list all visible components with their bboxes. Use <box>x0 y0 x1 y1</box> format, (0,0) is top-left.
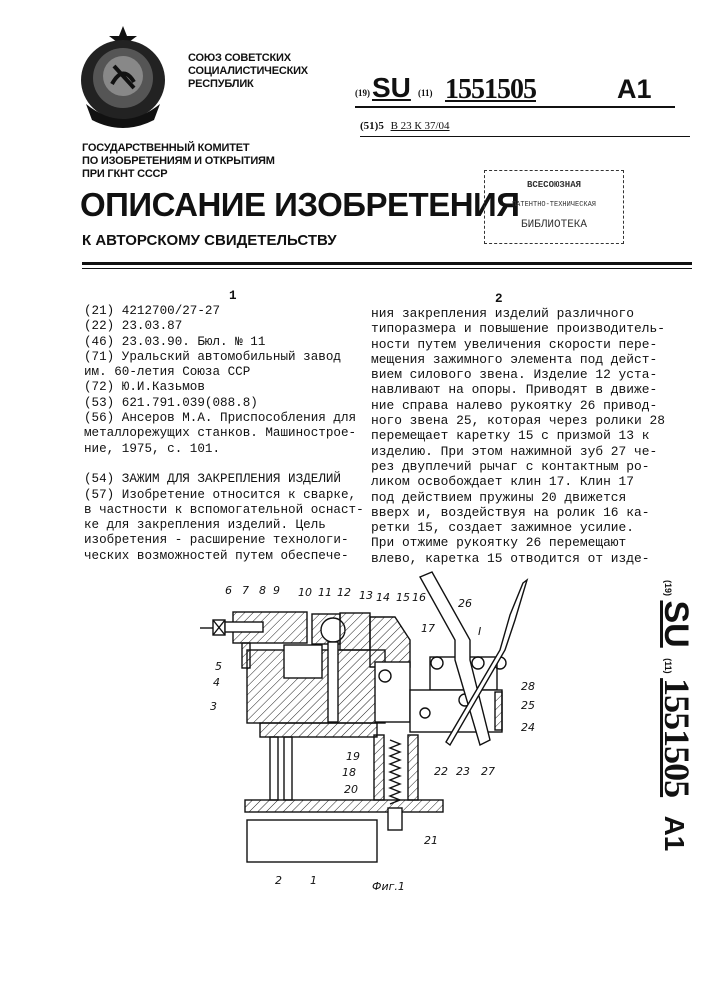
figure-label: 28 <box>521 680 535 693</box>
figure-label: 6 <box>225 584 232 597</box>
figure-label: I <box>478 625 481 638</box>
figure-label: 20 <box>344 783 358 796</box>
side-code-11: (11) <box>663 658 673 674</box>
text-line: влево, каретка 15 отводится от изде- <box>371 551 665 566</box>
figure-label: 4 <box>213 676 220 689</box>
stamp-line: БИБЛИОТЕКА <box>485 215 623 235</box>
figure-label: 2 <box>275 874 282 887</box>
text-line: (71) Уральский автомобильный завод <box>84 350 364 365</box>
side-patent-id <box>648 580 697 851</box>
text-line: мещения зажимного элемента под дейст- <box>371 352 665 367</box>
figure-label: 9 <box>273 584 280 597</box>
figure-label: 11 <box>318 586 332 599</box>
figure-label: 18 <box>342 766 356 779</box>
table-block <box>247 820 377 862</box>
column-left <box>270 737 278 800</box>
text-line: вверх и, воздействуя на ролик 16 ка- <box>371 505 665 520</box>
technical-drawing <box>195 570 535 870</box>
ipc-prefix: (51)5 <box>360 120 384 132</box>
figure-label: 13 <box>359 589 373 602</box>
figure-label: 21 <box>424 834 438 847</box>
text-line: (46) 23.03.90. Бюл. № 11 <box>84 335 364 350</box>
text-line: (53) 621.791.039(088.8) <box>84 396 364 411</box>
text-line: ке для закрепления изделий. Цель <box>84 518 364 533</box>
text-line: (56) Ансеров М.А. Приспособления для <box>84 411 364 426</box>
figure-label: 16 <box>412 591 426 604</box>
committee-line: ПРИ ГКНТ СССР <box>82 168 275 181</box>
divider <box>360 136 690 137</box>
text-line: (72) Ю.И.Казьмов <box>84 380 364 395</box>
divider <box>355 106 675 108</box>
text-line: изобретения - расширение технологи- <box>84 533 364 548</box>
tube-18 <box>374 735 384 800</box>
part-13 <box>340 613 370 650</box>
lower-plate <box>260 723 377 737</box>
nut-21 <box>388 808 402 830</box>
document-title: ОПИСАНИЕ ИЗОБРЕТЕНИЯ <box>80 186 519 224</box>
figure-label: 15 <box>396 591 410 604</box>
housing-16 <box>375 662 410 722</box>
figure-label: 23 <box>456 765 470 778</box>
rod <box>328 642 338 722</box>
code-19: (19) <box>355 88 370 98</box>
figure-label: 10 <box>298 586 312 599</box>
figure-label: 8 <box>259 584 266 597</box>
country-line: СОЮЗ СОВЕТСКИХ <box>188 52 308 65</box>
figure-label: 17 <box>421 622 435 635</box>
header-double-rule <box>82 268 692 269</box>
kind-code: A1 <box>617 74 652 105</box>
patent-id <box>355 72 675 106</box>
country-name <box>188 52 308 91</box>
document-subtitle: К АВТОРСКОМУ СВИДЕТЕЛЬСТВУ <box>82 232 337 250</box>
figure-caption: Фиг.1 <box>372 880 405 893</box>
text-line: (57) Изобретение относится к сварке, <box>84 488 364 503</box>
figure-label: 19 <box>346 750 360 763</box>
ussr-emblem <box>74 24 172 132</box>
spring-20 <box>390 740 400 804</box>
text-line: При отжиме рукоятку 26 перемещают <box>371 535 665 550</box>
country-line: СОЦИАЛИСТИЧЕСКИХ <box>188 65 308 78</box>
text-line: ного звена 25, которая через ролики 28 <box>371 413 665 428</box>
text-line: типоразмера и повышение производитель- <box>371 321 665 336</box>
ipc-classification <box>360 120 450 132</box>
country-code: SU <box>372 72 411 104</box>
bolt-shaft <box>225 622 263 632</box>
body-cavity <box>284 645 322 678</box>
text-line: ния закрепления изделий различного <box>371 306 665 321</box>
figure-label: 7 <box>242 584 249 597</box>
patent-number: 1551505 <box>445 74 536 106</box>
text-line: ческих возможностей путем обеспече- <box>84 549 364 564</box>
column-number-1: 1 <box>229 289 237 304</box>
stamp-line: ВСЕСОЮЗНАЯ <box>485 175 623 195</box>
text-line: рез двуплечий рычаг с контактным ро- <box>371 459 665 474</box>
text-line: перемещает каретку 15 с призмой 13 к <box>371 428 665 443</box>
tube-19 <box>408 735 418 800</box>
text-line: ности путем увеличения скорости пере- <box>371 337 665 352</box>
text-line: под действием пружины 20 движется <box>371 490 665 505</box>
text-line: им. 60-летия Союза ССР <box>84 365 364 380</box>
country-line: РЕСПУБЛИК <box>188 78 308 91</box>
committee-name <box>82 142 275 181</box>
column-number-2: 2 <box>495 292 503 307</box>
part-5 <box>242 643 250 668</box>
figure-label: 24 <box>521 721 535 734</box>
figure-label: 27 <box>481 765 495 778</box>
text-line: навливают на опоры. Приводят в движе- <box>371 382 665 397</box>
committee-line: ГОСУДАРСТВЕННЫЙ КОМИТЕТ <box>82 142 275 155</box>
figure-label: 1 <box>310 874 317 887</box>
text-line: ние, 1975, с. 101. <box>84 442 364 457</box>
column-right <box>284 737 292 800</box>
text-line: изделию. При этом нажимной зуб 27 че- <box>371 444 665 459</box>
bibliographic-column <box>84 304 364 564</box>
code-11: (11) <box>418 88 433 98</box>
text-line: вием силового звена. Изделие 12 уста- <box>371 367 665 382</box>
side-patent-number: 1551505 <box>657 678 697 797</box>
ipc-code: В 23 К 37/04 <box>391 120 450 132</box>
text-line: ликом освобождает клин 17. Клин 17 <box>371 474 665 489</box>
library-stamp <box>484 170 624 244</box>
text-line: (21) 4212700/27-27 <box>84 304 364 319</box>
carriage-15 <box>370 617 410 667</box>
header-double-rule <box>82 262 692 265</box>
figure-label: 22 <box>434 765 448 778</box>
figure-label: 3 <box>210 700 217 713</box>
figure-label: 12 <box>337 586 351 599</box>
text-line: (22) 23.03.87 <box>84 319 364 334</box>
side-code-19: (19) <box>663 580 673 596</box>
invention-title: (54) ЗАЖИМ ДЛЯ ЗАКРЕПЛЕНИЯ ИЗДЕЛИЙ <box>84 472 364 487</box>
stamp-line: ПАТЕНТНО-ТЕХНИЧЕСКАЯ <box>485 195 623 215</box>
text-line: ние справа налево рукоятку 26 привод- <box>371 398 665 413</box>
text-line: металлорежущих станков. Машинострое- <box>84 426 364 441</box>
text-line: ретки 15, создает зажимное усилие. <box>371 520 665 535</box>
figure-label: 14 <box>376 591 390 604</box>
text-line: в частности к вспомогательной оснаст- <box>84 503 364 518</box>
figure-label: 26 <box>458 597 472 610</box>
base-plate <box>245 800 443 812</box>
text-line <box>84 457 364 472</box>
side-country-code: SU <box>657 600 695 647</box>
abstract-column <box>371 306 665 566</box>
side-kind-code: A1 <box>659 816 690 852</box>
committee-line: ПО ИЗОБРЕТЕНИЯМ И ОТКРЫТИЯМ <box>82 155 275 168</box>
figure-label: 5 <box>215 660 222 673</box>
figure-label: 25 <box>521 699 535 712</box>
